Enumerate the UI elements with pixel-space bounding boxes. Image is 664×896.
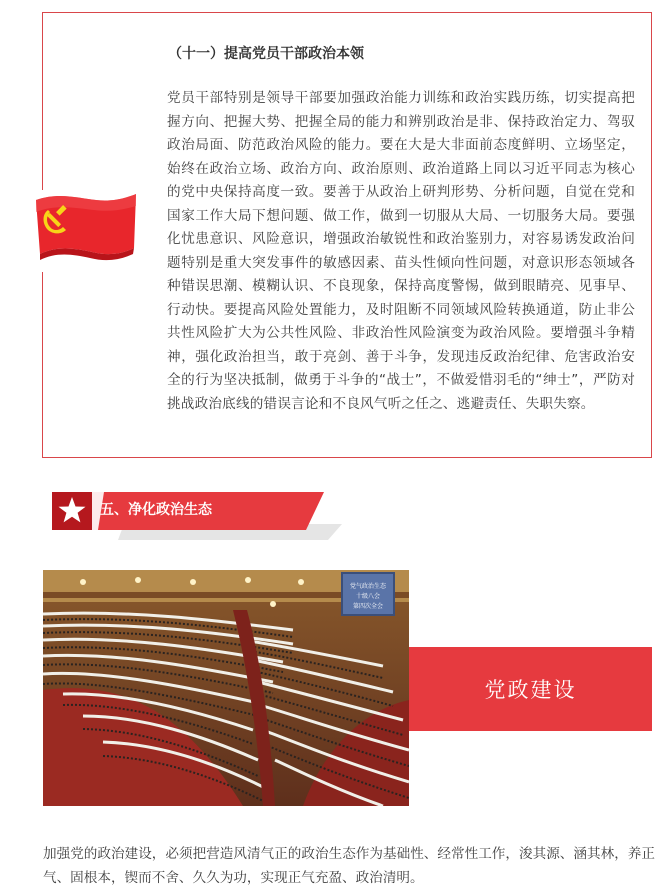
- bottom-paragraph: 加强党的政治建设，必须把营造风清气正的政治生态作为基础性、经常性工作，浚其源、涵其林，养正气、固根本，锲而不舍、久久为功，实现正气充盈、政治清明。: [43, 846, 655, 886]
- party-building-label: 党政建设: [484, 678, 577, 702]
- svg-text:党气政治生态: 党气政治生态: [349, 583, 387, 590]
- svg-text:十级八会: 十级八会: [355, 593, 381, 600]
- party-flag-icon: [32, 190, 140, 272]
- svg-text:第四次全会: 第四次全会: [352, 603, 384, 610]
- section-title: （十一）提高党员干部政治本领: [168, 46, 364, 62]
- party-building-card: [409, 647, 652, 731]
- hall-illustration: [43, 570, 409, 806]
- assembly-hall-photo: [43, 570, 409, 806]
- section-heading-label: 五、净化政治生态: [100, 502, 212, 518]
- section-body: 党员干部特别是领导干部要加强政治能力训练和政治实践历练，切实提高把握方向、把握大势、把握全局的能力和辨别政治是非、保持政治定力、驾驭政治局面、防范政治风险的能力。要在大是大非面前态度鲜明、立场坚定，始终在政治立场、政治方向、政治原则、政治道路上同以习近平同志为核心的党中央保持高度一致。要善于从政治上研判形势、分析问题，自觉在党和国家工作大局下想问题、做工作，做到一切服从大局、一切服务大局。要强化忧患意识、风险意识，增强政治敏锐性和政治鉴别力，对容易诱发政治问题特别是重大突发事件的敏感因素、苗头性倾向性问题，对意识形态领域各种错误思潮、模糊认识、不良现象，保持高度警惕，做到眼睛亮、见事早、行动快。要提高风险处置能力，及时阻断不同领域风险转换通道，防止非公共性风险扩大为公共性风险、非政治性风险演变为政治风险。要增强斗争精神，强化政治担当，敢于亮剑、善于斗争，发现违反政治纪律、危害政治安全的行为坚决抵制，做勇于斗争的“战士”，不做爱惜羽毛的“绅士”，严防对挑战政治底线的错误言论和不良风气听之任之、逃避责任、失职失察。: [167, 90, 635, 412]
